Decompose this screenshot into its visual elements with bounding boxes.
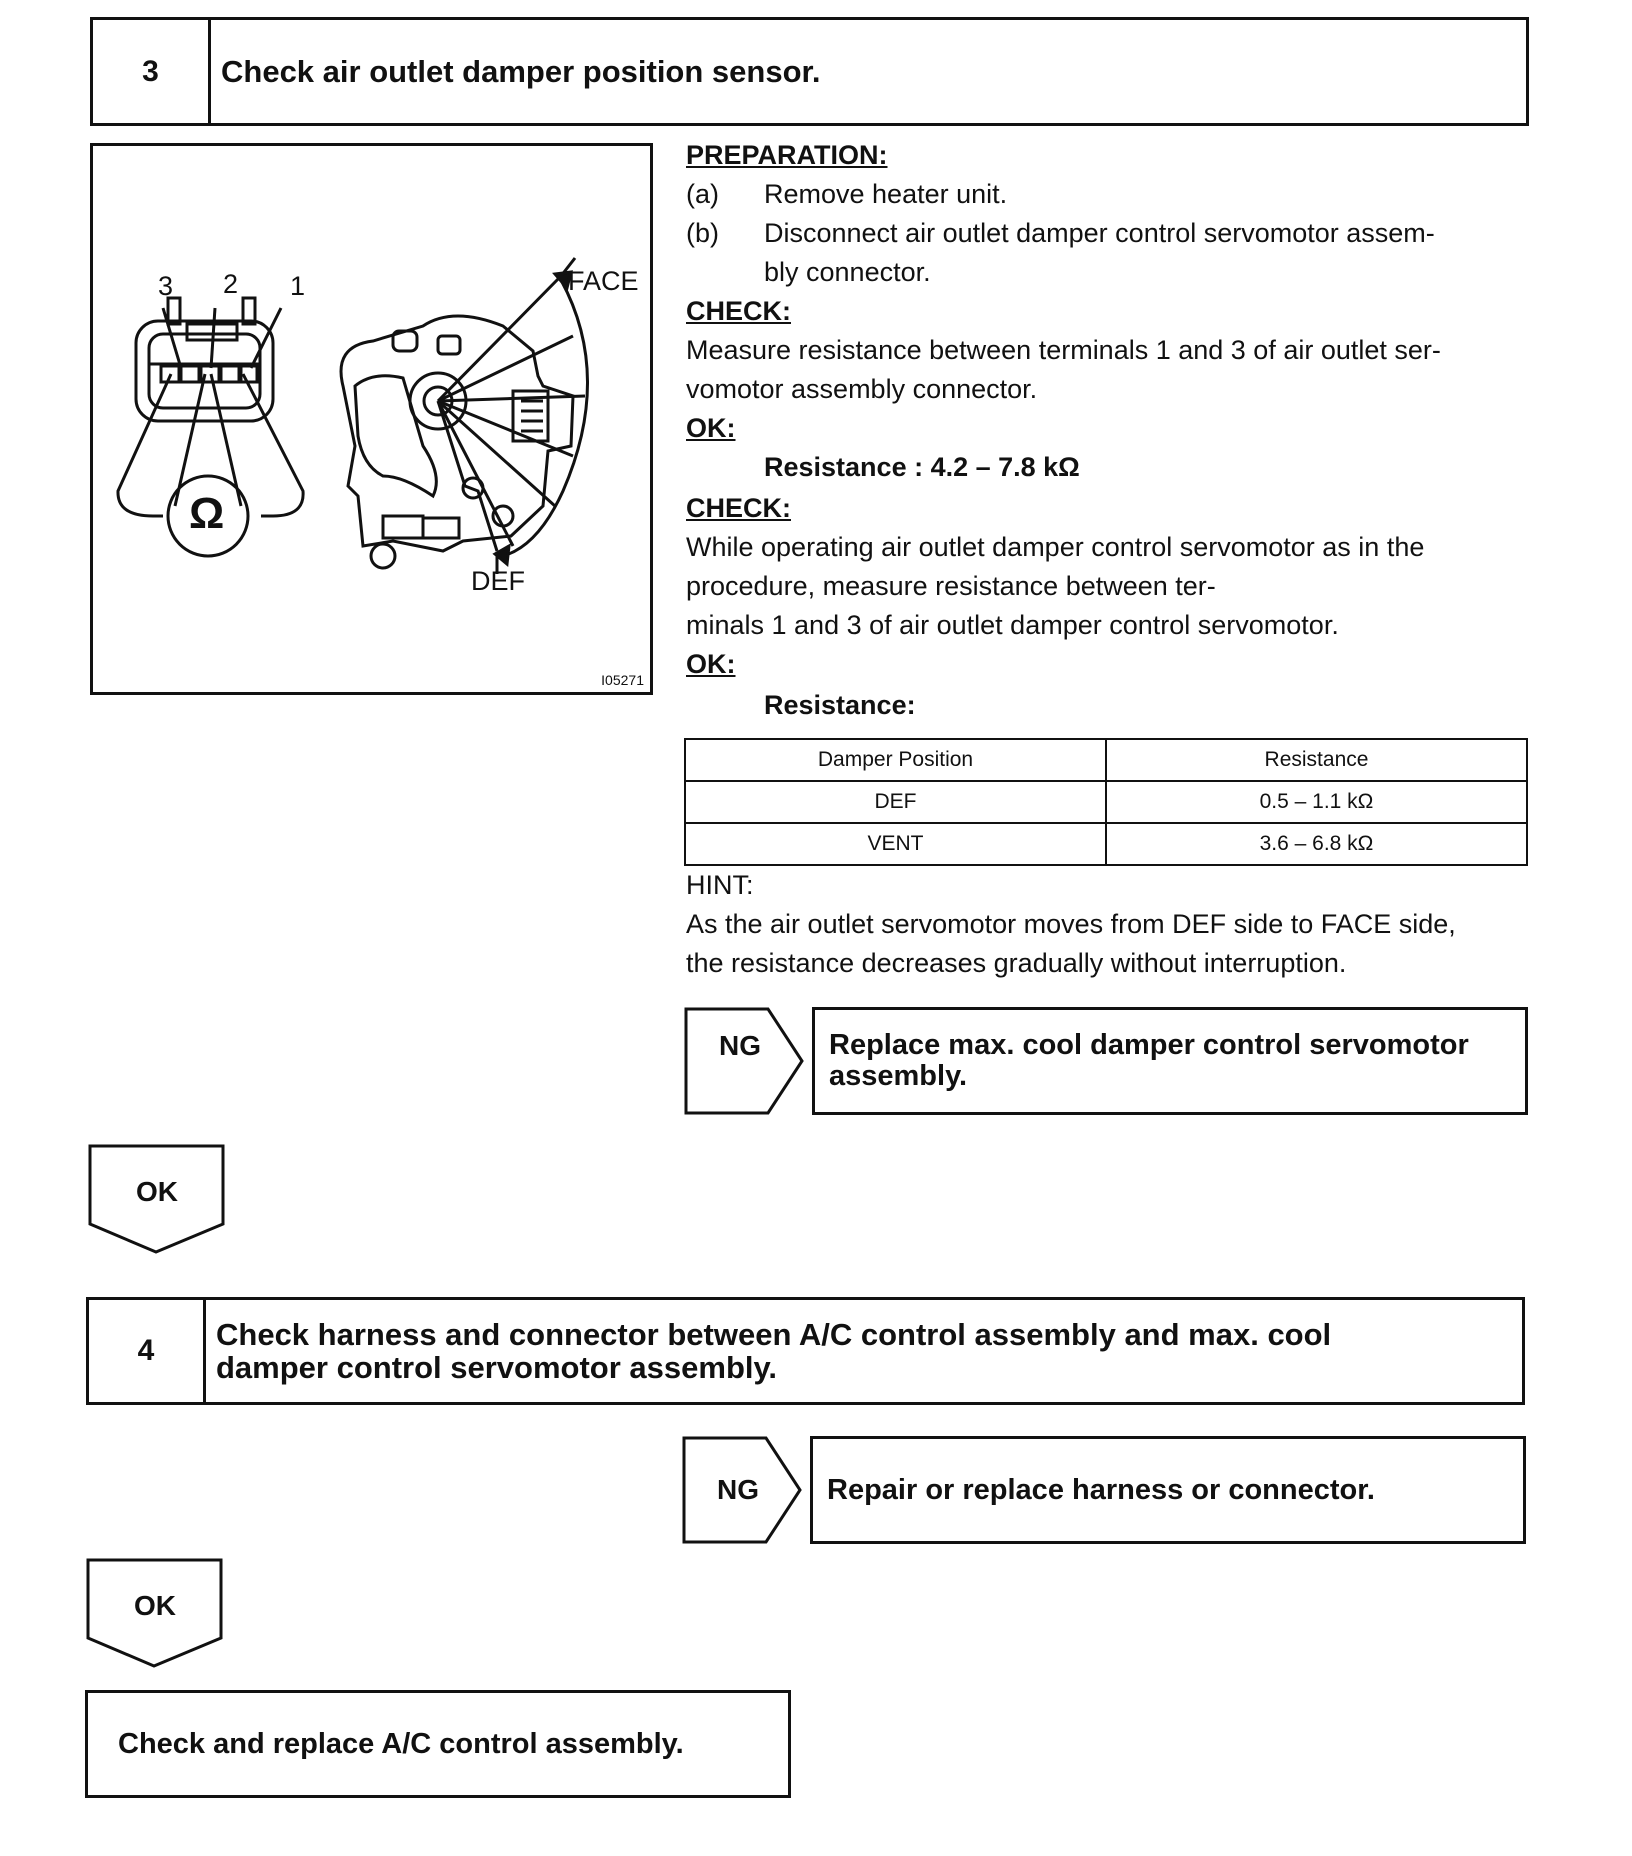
item-b-marker: (b) — [686, 218, 719, 248]
ng-1-label: NG — [719, 1030, 761, 1061]
ok-1-label: OK — [136, 1176, 178, 1207]
pin-3-label: 3 — [158, 271, 174, 301]
hint-line-1: As the air outlet servomotor moves from DEF side to FACE side, — [686, 909, 1456, 939]
ng-1-action-line-2: assembly. — [829, 1060, 968, 1092]
item-b-line-1: Disconnect air outlet damper control servomotor assem- — [764, 218, 1435, 248]
final-action-box: Check and replace A/C control assembly. — [85, 1690, 791, 1798]
check-1-line-2: vomotor assembly connector. — [686, 374, 1038, 404]
step-4-header — [86, 1297, 1525, 1405]
face-label: FACE — [568, 266, 639, 296]
table-row — [685, 781, 1527, 823]
table-row — [685, 823, 1527, 865]
ok-1-spec: Resistance : 4.2 – 7.8 kΩ — [764, 452, 1080, 482]
hint-line-2: the resistance decreases gradually without interruption. — [686, 948, 1347, 978]
ng-1-action-line-1: Replace max. cool damper control servomotor — [829, 1029, 1469, 1061]
step-title — [216, 1300, 1512, 1402]
ng-1-arrow — [684, 1007, 806, 1115]
ok-2-label: OK — [134, 1590, 176, 1621]
step-4-title-line-1: Check harness and connector between A/C control assembly and max. cool — [216, 1317, 1332, 1352]
pin-2-label: 2 — [223, 269, 239, 299]
step-4-title-line-2: damper control servomotor assembly. — [216, 1350, 778, 1385]
figure-code: I05271 — [601, 672, 644, 688]
ohmmeter-symbol: Ω — [189, 489, 225, 538]
hint-label: HINT: — [686, 870, 754, 900]
ok-2-spec: Resistance: — [764, 690, 916, 720]
item-b-line-2: bly connector. — [764, 257, 931, 287]
item-a-text: Remove heater unit. — [764, 179, 1008, 209]
ng-1-action — [812, 1007, 1528, 1115]
connector-figure — [90, 143, 653, 695]
check-1-line-1: Measure resistance between terminals 1 and 3 of air outlet ser- — [686, 335, 1441, 365]
step-number: 4 — [89, 1300, 206, 1402]
ng-2-label: NG — [717, 1474, 759, 1505]
preparation-heading: PREPARATION: — [686, 140, 888, 170]
ng-2-action: Repair or replace harness or connector. — [810, 1436, 1526, 1544]
ok-2-heading: OK: — [686, 649, 736, 679]
ok-2-arrow — [86, 1558, 224, 1670]
step-number: 3 — [93, 20, 211, 123]
table-cell: DEF — [685, 781, 1106, 823]
table-cell: 0.5 – 1.1 kΩ — [1106, 781, 1527, 823]
check-2-heading: CHECK: — [686, 493, 791, 523]
ok-1-arrow — [88, 1144, 226, 1256]
check-1-heading: CHECK: — [686, 296, 791, 326]
pin-1-label: 1 — [290, 271, 306, 301]
table-cell: VENT — [685, 823, 1106, 865]
item-a-marker: (a) — [686, 179, 719, 209]
table-header-row — [685, 739, 1527, 781]
table-header-cell: Damper Position — [685, 739, 1106, 781]
ng-2-arrow — [682, 1436, 804, 1544]
check-2-line-3: minals 1 and 3 of air outlet damper control servomotor. — [686, 610, 1339, 640]
resistance-table — [684, 738, 1528, 866]
step-3-header — [90, 17, 1529, 126]
step-title: Check air outlet damper position sensor. — [221, 54, 821, 89]
table-header-cell: Resistance — [1106, 739, 1527, 781]
servomotor-illustration — [93, 146, 650, 692]
table-cell: 3.6 – 6.8 kΩ — [1106, 823, 1527, 865]
ok-1-heading: OK: — [686, 413, 736, 443]
check-2-line-1: While operating air outlet damper control servomotor as in the — [686, 532, 1425, 562]
def-label: DEF — [471, 566, 525, 596]
check-2-line-2: procedure, measure resistance between ter- — [686, 571, 1216, 601]
